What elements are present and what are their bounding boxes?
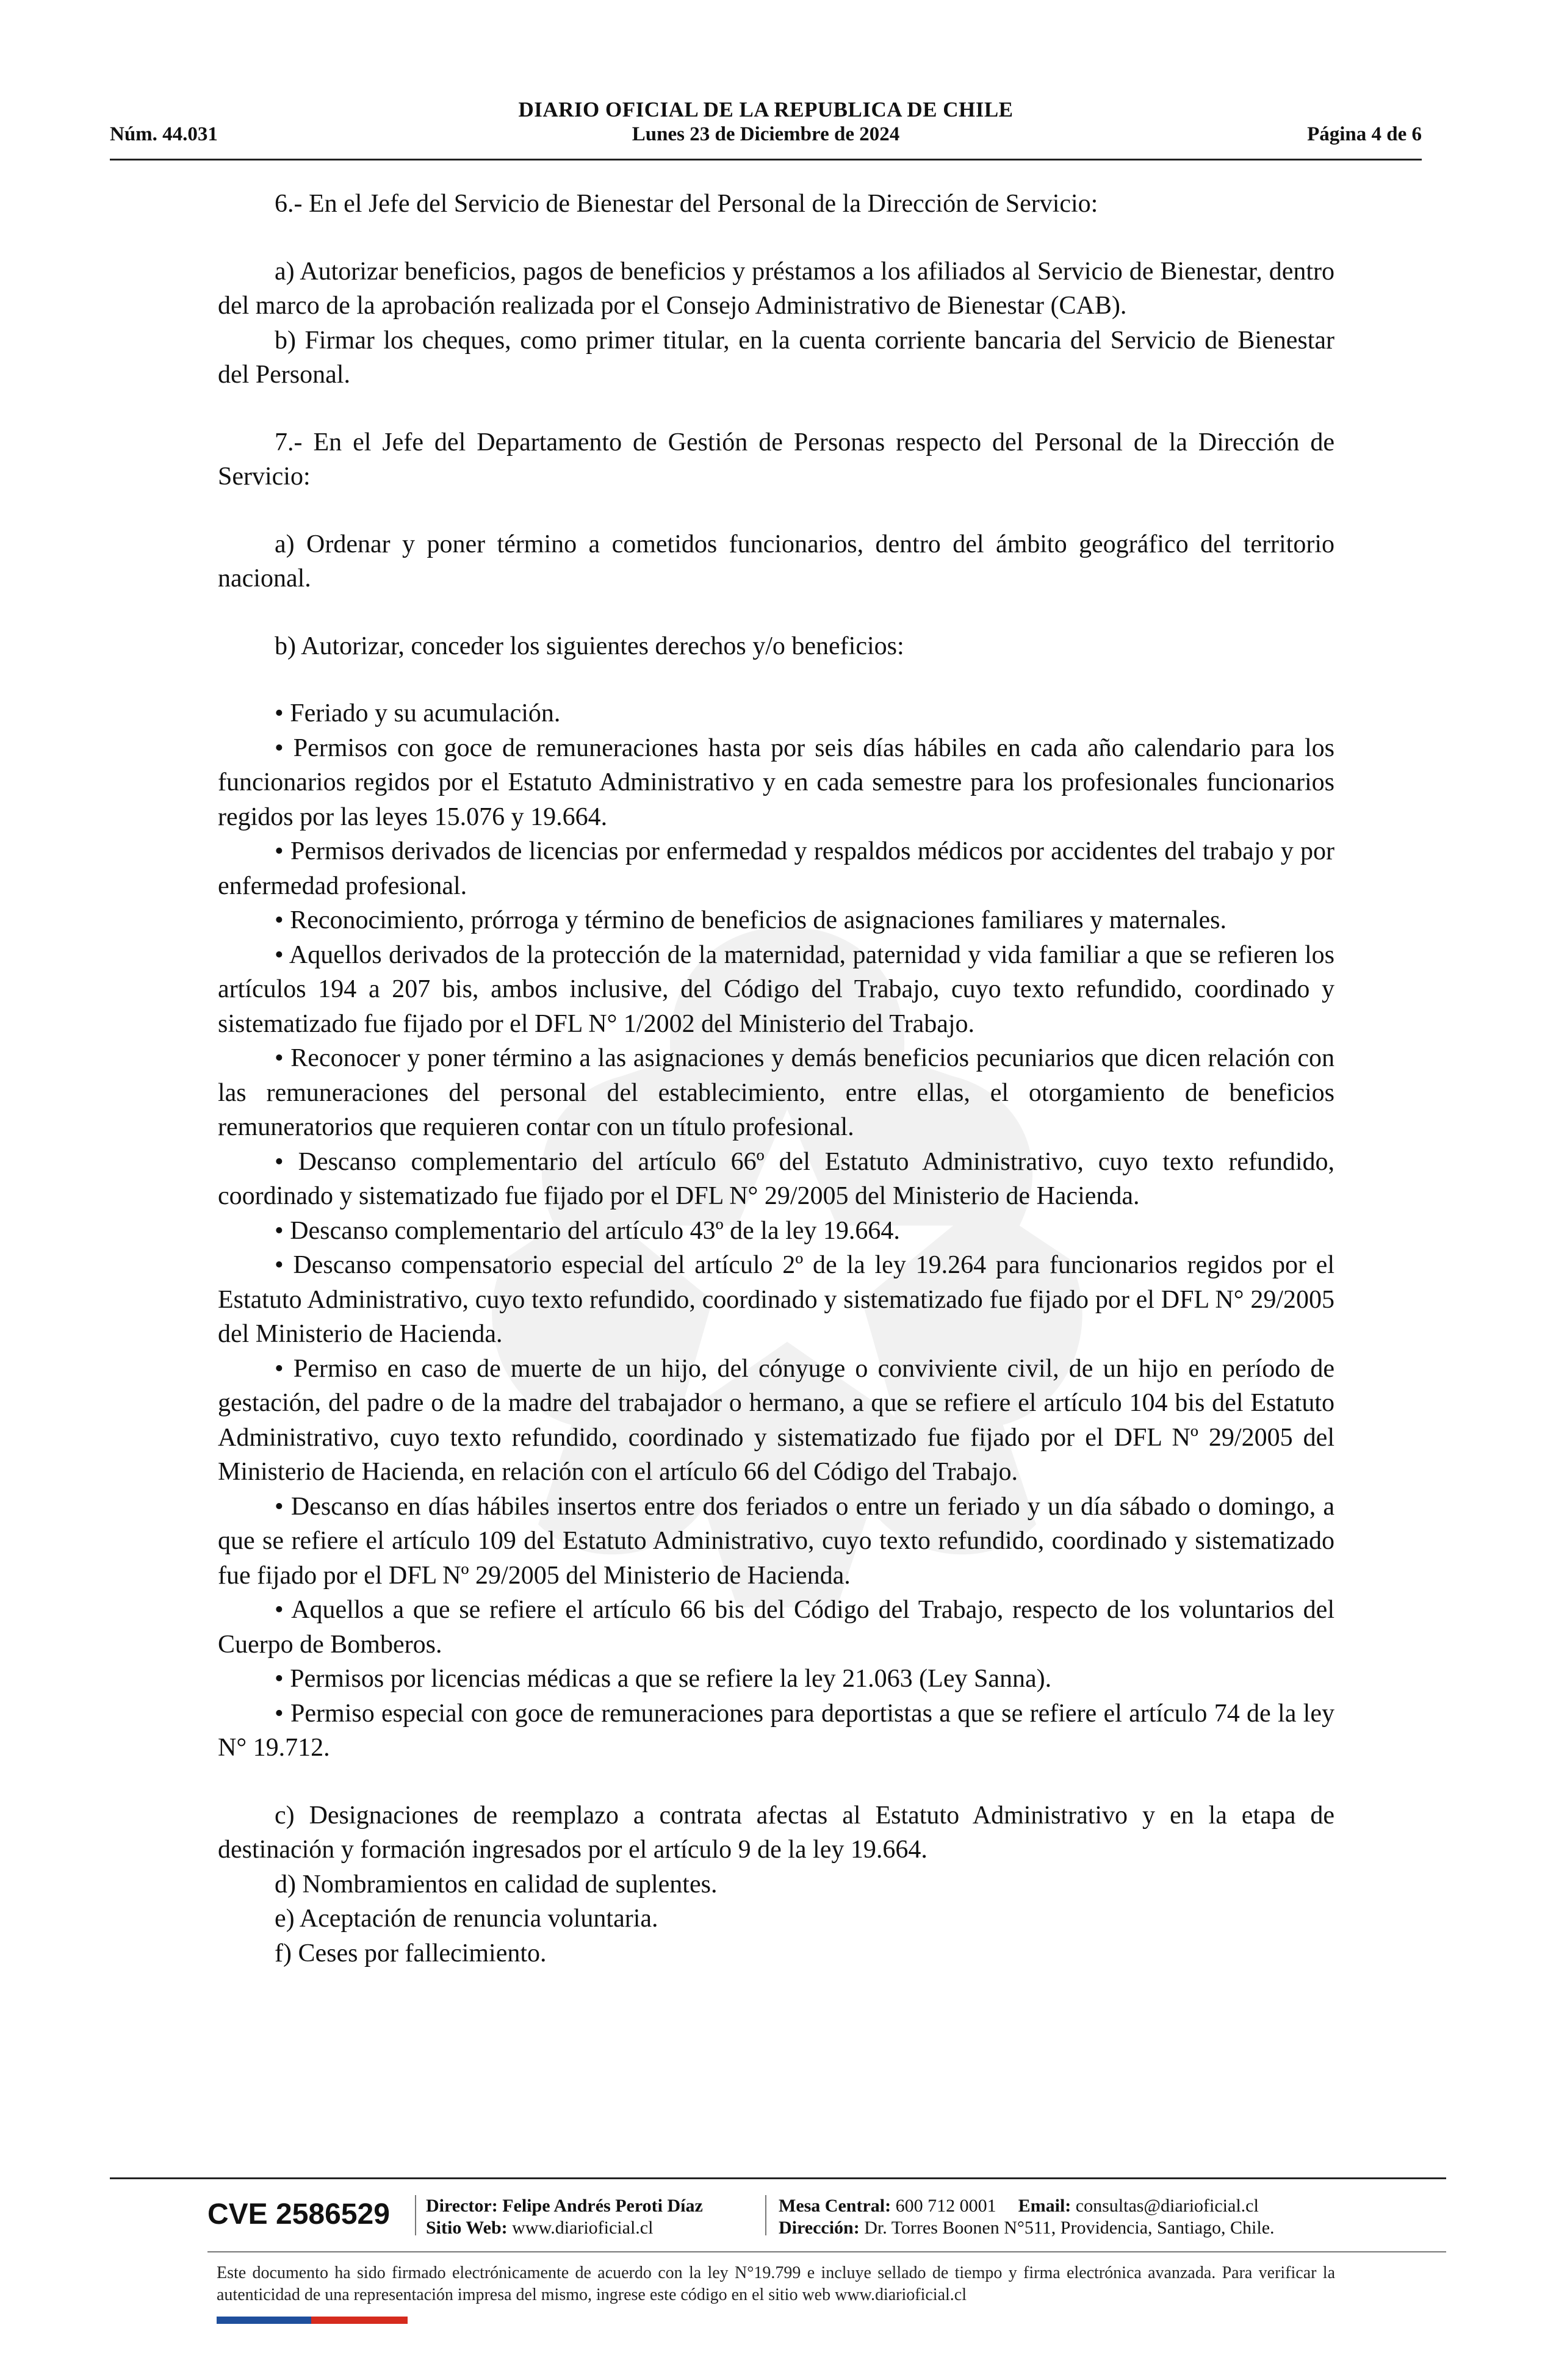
paragraph: c) Designaciones de reemplazo a contrata afectas al Estatuto Administrativo y en la etapa de destinación y formación ingresados por el artículo 9 de la ley 19.664. [218,1801,1334,1864]
list-item: • Permisos con goce de remuneraciones hasta por seis días hábiles en cada año calendario para los funcionarios regidos por el Estatuto Administrativo y en cada semestre para los profesionales funcionarios regidos por las leyes 15.076 y 19.664. [218,734,1334,831]
cve-code: CVE 2586529 [207,2198,390,2230]
page-number: Página 4 de 6 [1307,123,1422,145]
list-item: • Descanso compensatorio especial del artículo 2º de la ley 19.264 para funcionarios regidos por el Estatuto Administrativo, cuyo texto refundido, coordinado y sistematizado fue fijado por el DFL N° 29/2005 del Ministerio de Hacienda. [218,1251,1334,1348]
address-label: Dirección: [779,2218,860,2238]
publication-date: Lunes 23 de Diciembre de 2024 [632,123,900,145]
page-footer [110,2177,1446,2304]
footer-divider [415,2195,416,2235]
list-item: • Reconocimiento, prórroga y término de beneficios de asignaciones familiares y maternales. [275,906,1226,934]
director-name: Felipe Andrés Peroti Díaz [502,2196,703,2216]
paragraph: d) Nombramientos en calidad de suplentes. [275,1870,718,1899]
footer-director-block [426,2195,703,2239]
list-item: • Aquellos derivados de la protección de la maternidad, paternidad y vida familiar a que se refieren los artículos 194 a 207 bis, ambos inclusive, del Código del Trabajo, cuyo texto refundido, coordinado y sistematizado fue fijado por el DFL N° 1/2002 del Ministerio del Trabajo. [218,940,1334,1038]
list-item: • Permiso especial con goce de remuneraciones para deportistas a que se refiere el artículo 74 de la ley N° 19.712. [218,1699,1334,1762]
list-item: • Permisos derivados de licencias por enfermedad y respaldos médicos por accidentes del trabajo y por enfermedad profesional. [218,837,1334,900]
paragraph: b) Firmar los cheques, como primer titular, en la cuenta corriente bancaria del Servicio de Bienestar del Personal. [218,326,1334,389]
paragraph: b) Autorizar, conceder los siguientes derechos y/o beneficios: [275,632,904,660]
paragraph: 6.- En el Jefe del Servicio de Bienestar del Personal de la Dirección de Servicio: [275,190,1098,218]
footer-divider [765,2195,766,2235]
email-label: Email: [1018,2196,1072,2216]
mesa-phone: 600 712 0001 [895,2196,996,2216]
website-label: Sitio Web: [426,2218,508,2238]
flag-stripe-red [311,2317,408,2324]
director-label: Director: [426,2196,498,2216]
paragraph: f) Ceses por fallecimiento. [275,1939,547,1967]
list-item: • Descanso en días hábiles insertos entre dos feriados o entre un feriado y un día sábado o domingo, a que se refiere el artículo 109 del Estatuto Administrativo, cuyo texto refundido, coordinado y sistematizado fue fijado por el DFL Nº 29/2005 del Ministerio de Hacienda. [218,1492,1334,1590]
paragraph: a) Autorizar beneficios, pagos de beneficios y préstamos a los afiliados al Servicio de Bienestar, dentro del marco de la aprobación realizada por el Consejo Administrativo de Bienestar (CAB). [218,257,1334,320]
publication-title: DIARIO OFICIAL DE LA REPUBLICA DE CHILE [518,98,1014,121]
paragraph: e) Aceptación de renuncia voluntaria. [275,1905,658,1933]
list-item: • Reconocer y poner término a las asignaciones y demás beneficios pecuniarios que dicen relación con las remuneraciones del personal del establecimiento, entre ellas, el otorgamiento de beneficios remuneratorios que requieren contar con un título profesional. [218,1044,1334,1141]
page-header [110,92,1422,160]
mesa-label: Mesa Central: [779,2196,891,2216]
paragraph: 7.- En el Jefe del Departamento de Gestión de Personas respecto del Personal de la Dirección de Servicio: [218,428,1334,491]
list-item: • Permisos por licencias médicas a que se refiere la ley 21.063 (Ley Sanna). [275,1665,1052,1693]
email-link[interactable]: consultas@diarioficial.cl [1075,2196,1259,2216]
document-body [218,187,1334,1971]
website-link[interactable]: www.diarioficial.cl [512,2218,654,2238]
paragraph: a) Ordenar y poner término a cometidos funcionarios, dentro del ámbito geográfico del territorio nacional. [218,530,1334,593]
flag-stripe-blue [217,2317,311,2324]
signature-disclaimer: Este documento ha sido firmado electrónicamente de acuerdo con la ley N°19.799 e incluye sellado de tiempo y firma electrónica avanzada. Para verificar la autenticidad de una representación impresa del mismo, ingrese este código en el sitio web www.diarioficial.cl [217,2263,1335,2304]
footer-contact-block [779,2195,1275,2239]
address-value: Dr. Torres Boonen N°511, Providencia, Santiago, Chile. [864,2218,1275,2238]
list-item: • Permiso en caso de muerte de un hijo, del cónyuge o conviviente civil, de un hijo en período de gestación, del padre o de la madre del trabajador o hermano, a que se refiere el artículo 104 bis del Estatuto Administrativo, cuyo texto refundido, coordinado y sistematizado fue fijado por el DFL Nº 29/2005 del Ministerio de Hacienda, en relación con el artículo 66 del Código del Trabajo. [218,1354,1334,1486]
list-item: • Descanso complementario del artículo 66º del Estatuto Administrativo, cuyo texto refundido, coordinado y sistematizado fue fijado por el DFL N° 29/2005 del Ministerio de Hacienda. [218,1147,1334,1210]
list-item: • Descanso complementario del artículo 43º de la ley 19.664. [275,1216,900,1245]
footer-rule [207,2251,1446,2252]
list-item: • Aquellos a que se refiere el artículo 66 bis del Código del Trabajo, respecto de los voluntarios del Cuerpo de Bomberos. [218,1596,1334,1659]
list-item: • Feriado y su acumulación. [275,699,561,727]
issue-number: Núm. 44.031 [110,123,218,145]
